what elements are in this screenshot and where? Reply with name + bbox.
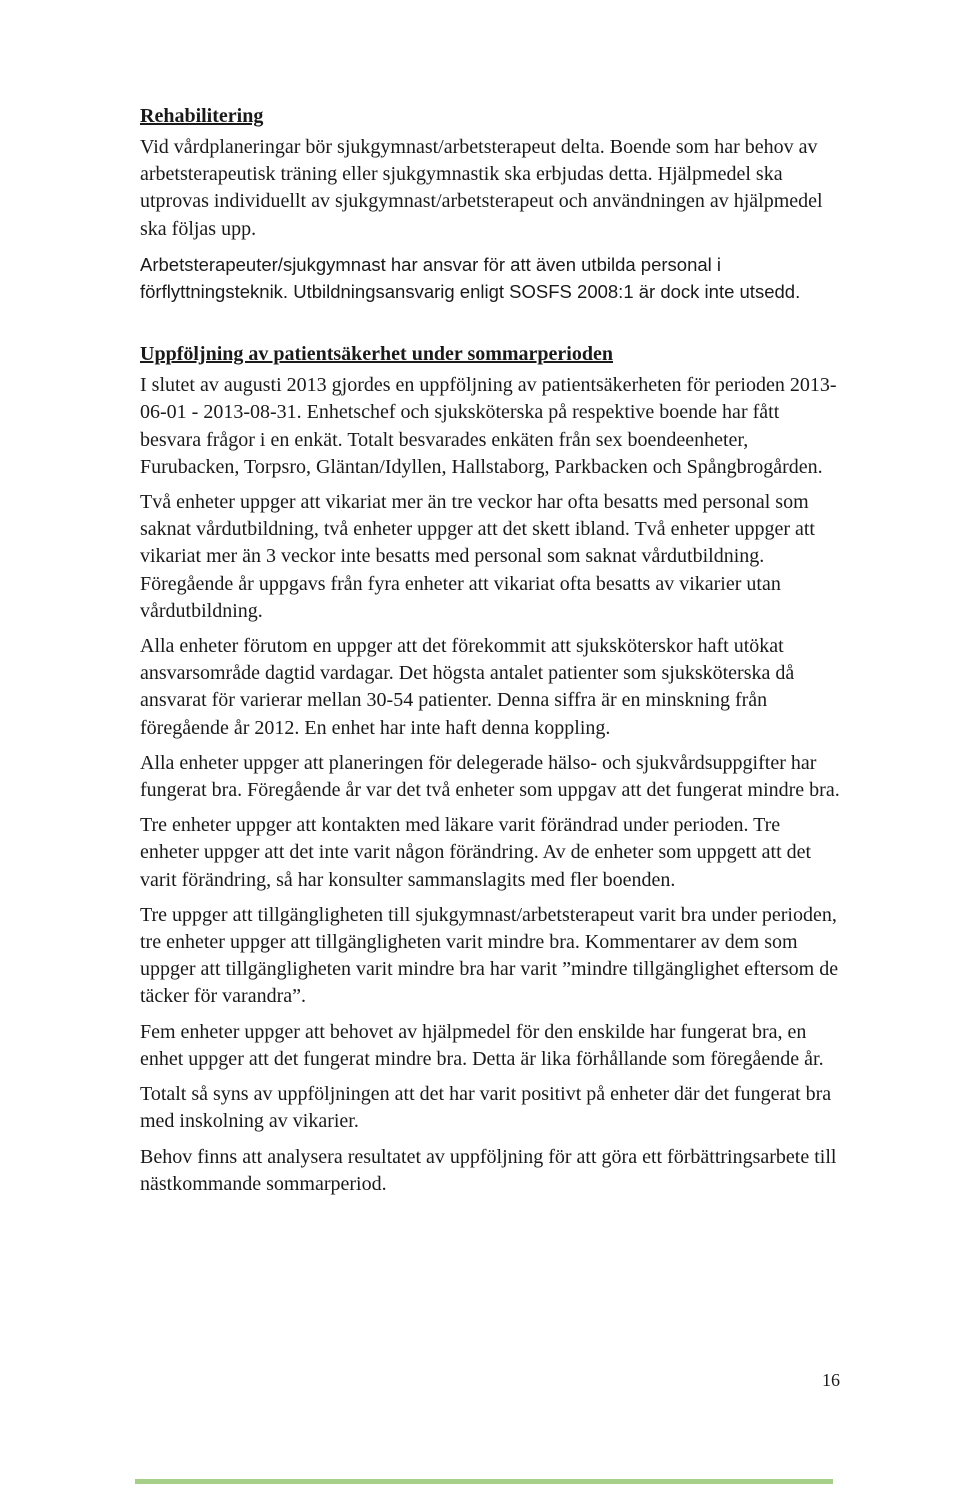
section-heading-rehabilitering: Rehabilitering [140,105,264,127]
paragraph: Tre enheter uppger att kontakten med läkare varit förändrad under perioden. Tre enheter uppger att det inte varit någon förändring. Av de enheter som uppgett att det varit förändring, så har konsulter sammanslagits med fler boenden. [140,814,812,891]
paragraph: Vid vårdplaneringar bör sjukgymnast/arbetsterapeut delta. Boende som har behov av arbetsterapeutisk träning eller sjukgymnastik ska erbjudas detta. Hjälpmedel ska utprovas individuellt av sjukgymnast/arbetsterapeut och användningen av hjälpmedel ska följas upp. [140,136,823,240]
footer-rule [135,1479,833,1484]
paragraph: Två enheter uppger att vikariat mer än tre veckor har ofta besatts med personal som saknat vårdutbildning, två enheter uppger att det skett ibland. Två enheter uppger att vikariat mer än 3 veckor inte besatts med personal som saknat vårdutbildning. Föregående år uppgavs från fyra enheter att vikariat ofta besatts av vikarier utan vårdutbildning. [140,491,815,622]
paragraph: Behov finns att analysera resultatet av uppföljning för att göra ett förbättringsarbete till nästkommande sommarperiod. [140,1145,837,1195]
page-content [140,103,840,1206]
section-heading-uppfoljning: Uppföljning av patientsäkerhet under sommarperioden [140,343,613,366]
section-gap [140,313,840,341]
paragraph: Fem enheter uppger att behovet av hjälpmedel för den enskilde har fungerat bra, en enhet uppger att det fungerat mindre bra. Detta är lika förhållande som föregående år. [140,1020,824,1070]
paragraph: Tre uppger att tillgängligheten till sjukgymnast/arbetsterapeut varit bra under perioden, tre enheter uppger att tillgängligheten varit mindre bra. Kommentarer av dem som uppger att tillgängligheten varit mindre bra har varit ”mindre tillgänglighet eftersom de täcker för varandra”. [140,903,839,1008]
page-number: 16 [822,1370,840,1390]
paragraph: Alla enheter förutom en uppger att det förekommit att sjuksköterskor haft utökat ansvarsområde dagtid vardagar. Det högsta antalet patienter som sjuksköterska då ansvarat för varierar mellan 30-54 patienter. Denna siffra är en minskning från föregående år 2012. En enhet har inte haft denna koppling. [140,635,795,739]
paragraph: Alla enheter uppger att planeringen för delegerade hälso- och sjukvårdsuppgifter har fungerat bra. Föregående år var det två enheter som uppgav att det fungerat mindre bra. [140,751,840,802]
paragraph-sentence: Arbetsterapeuter/sjukgymnast har ansvar för att även utbilda personal i förflyttningsteknik. [140,253,722,303]
paragraph [140,251,840,305]
paragraph-sentence: Utbildningsansvarig enligt SOSFS 2008:1 är dock inte utsedd. [293,281,801,303]
paragraph: I slutet av augusti 2013 gjordes en uppföljning av patientsäkerheten för perioden 2013-06-01 - 2013-08-31. Enhetschef och sjuksköterska på respektive boende har fått besvara frågor i en enkät. Totalt besvarades enkäten från sex boendeenheter, Furubacken, Torpsro, Gläntan/Idyllen, Hallstaborg, Parkbacken och Spångbrogården. [140,374,837,478]
paragraph: Totalt så syns av uppföljningen att det har varit positivt på enheter där det fungerat bra med inskolning av vikarier. [140,1083,832,1133]
